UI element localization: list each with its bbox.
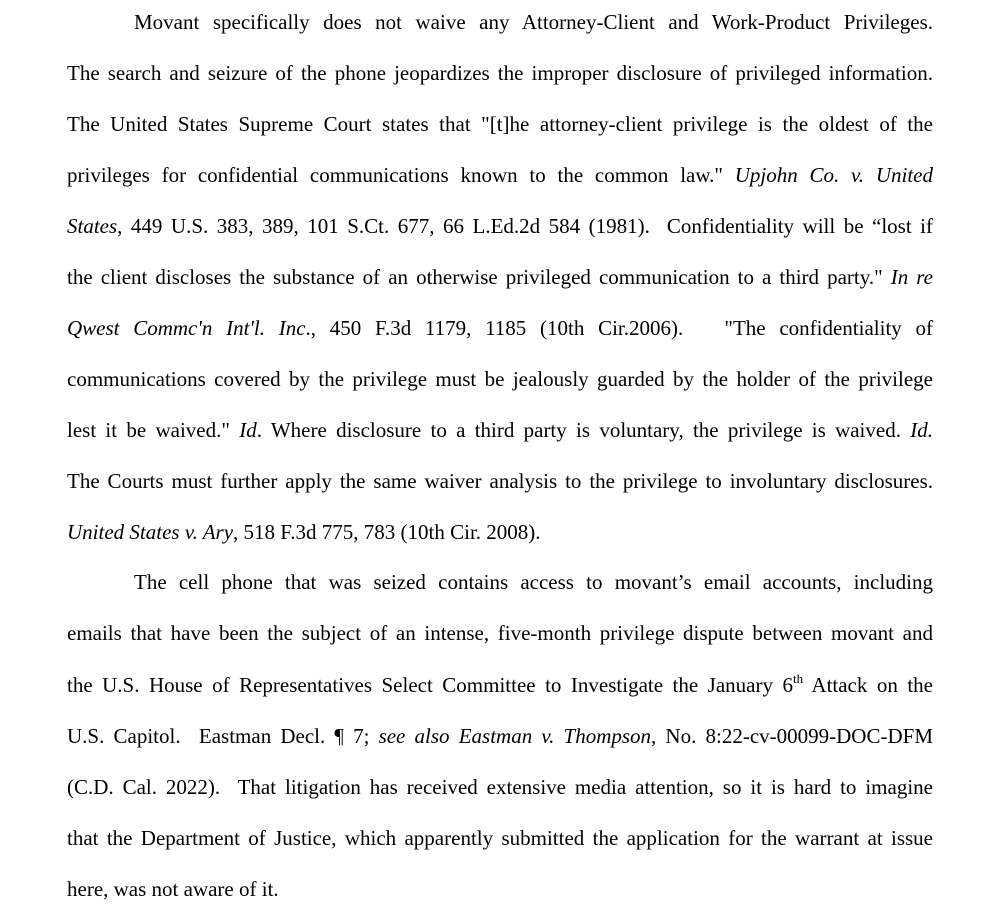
- text-segment: here, was not aware of it.: [67, 877, 279, 901]
- text-segment: (C.D. Cal. 2022). That litigation has received extensive media attention, so it is hard to imagine: [67, 775, 933, 799]
- text-segment: lest it be waived.": [67, 418, 240, 442]
- case-citation: see also Eastman v. Thompson: [378, 724, 652, 748]
- text-segment: the U.S. House of Representatives Select Committee to Investigate the January 6: [67, 673, 793, 697]
- text-line: [67, 313, 933, 343]
- case-citation: In re: [890, 265, 933, 289]
- text-line: [67, 58, 933, 88]
- text-line: [67, 109, 933, 139]
- text-segment: , No. 8:22-cv-00099-DOC-DFM: [651, 724, 933, 748]
- text-line: [67, 772, 933, 802]
- text-segment: privileges for confidential communications known to the common law.": [67, 163, 735, 187]
- text-line: [67, 874, 933, 904]
- text-line: [67, 262, 933, 292]
- text-segment: Attack on the: [803, 673, 933, 697]
- text-segment: . Where disclosure to a third party is voluntary, the privilege is waived.: [256, 418, 911, 442]
- text-segment: , 449 U.S. 383, 389, 101 S.Ct. 677, 66 L.Ed.2d 584 (1981). Confidentiality will be “lost if: [117, 214, 933, 238]
- text-line: [67, 211, 933, 241]
- text-line: [67, 160, 933, 190]
- text-line: [67, 517, 933, 547]
- text-line: [134, 7, 933, 37]
- text-segment: , 518 F.3d 775, 783 (10th Cir. 2008).: [233, 520, 541, 544]
- text-segment: ., 450 F.3d 1179, 1185 (10th Cir.2006). "The confidentiality of: [305, 316, 933, 340]
- text-line: [67, 466, 933, 496]
- text-segment: The Courts must further apply the same waiver analysis to the privilege to involuntary disclosures.: [67, 469, 933, 493]
- text-line: [67, 823, 933, 853]
- text-line: [67, 415, 933, 445]
- ordinal-superscript: th: [792, 671, 804, 686]
- text-segment: that the Department of Justice, which apparently submitted the application for the warrant at issue: [67, 826, 933, 850]
- text-segment: Movant specifically does not waive any Attorney-Client and Work-Product Privileges.: [134, 10, 933, 34]
- text-segment: U.S. Capitol. Eastman Decl. ¶ 7;: [67, 724, 379, 748]
- text-segment: communications covered by the privilege must be jealously guarded by the holder of the privilege: [67, 367, 933, 391]
- text-segment: The cell phone that was seized contains access to movant’s email accounts, including: [134, 570, 933, 594]
- text-line: [67, 670, 933, 700]
- case-citation: States: [67, 214, 118, 238]
- text-line: [134, 567, 933, 597]
- text-segment: the client discloses the substance of an otherwise privileged communication to a third party.": [67, 265, 891, 289]
- text-line: [67, 618, 933, 648]
- text-segment: emails that have been the subject of an intense, five-month privilege dispute between movant and: [67, 621, 933, 645]
- case-citation: Upjohn Co. v. United: [734, 163, 933, 187]
- case-citation: United States v. Ary: [67, 520, 234, 544]
- case-citation: Id: [239, 418, 257, 442]
- text-segment: The search and seizure of the phone jeopardizes the improper disclosure of privileged information.: [67, 61, 933, 85]
- case-citation: Qwest Commc'n Int'l. Inc: [67, 316, 306, 340]
- case-citation: Id.: [910, 418, 933, 442]
- text-line: [67, 364, 933, 394]
- text-segment: The United States Supreme Court states that "[t]he attorney-client privilege is the oldest of the: [67, 112, 933, 136]
- text-line: [67, 721, 933, 751]
